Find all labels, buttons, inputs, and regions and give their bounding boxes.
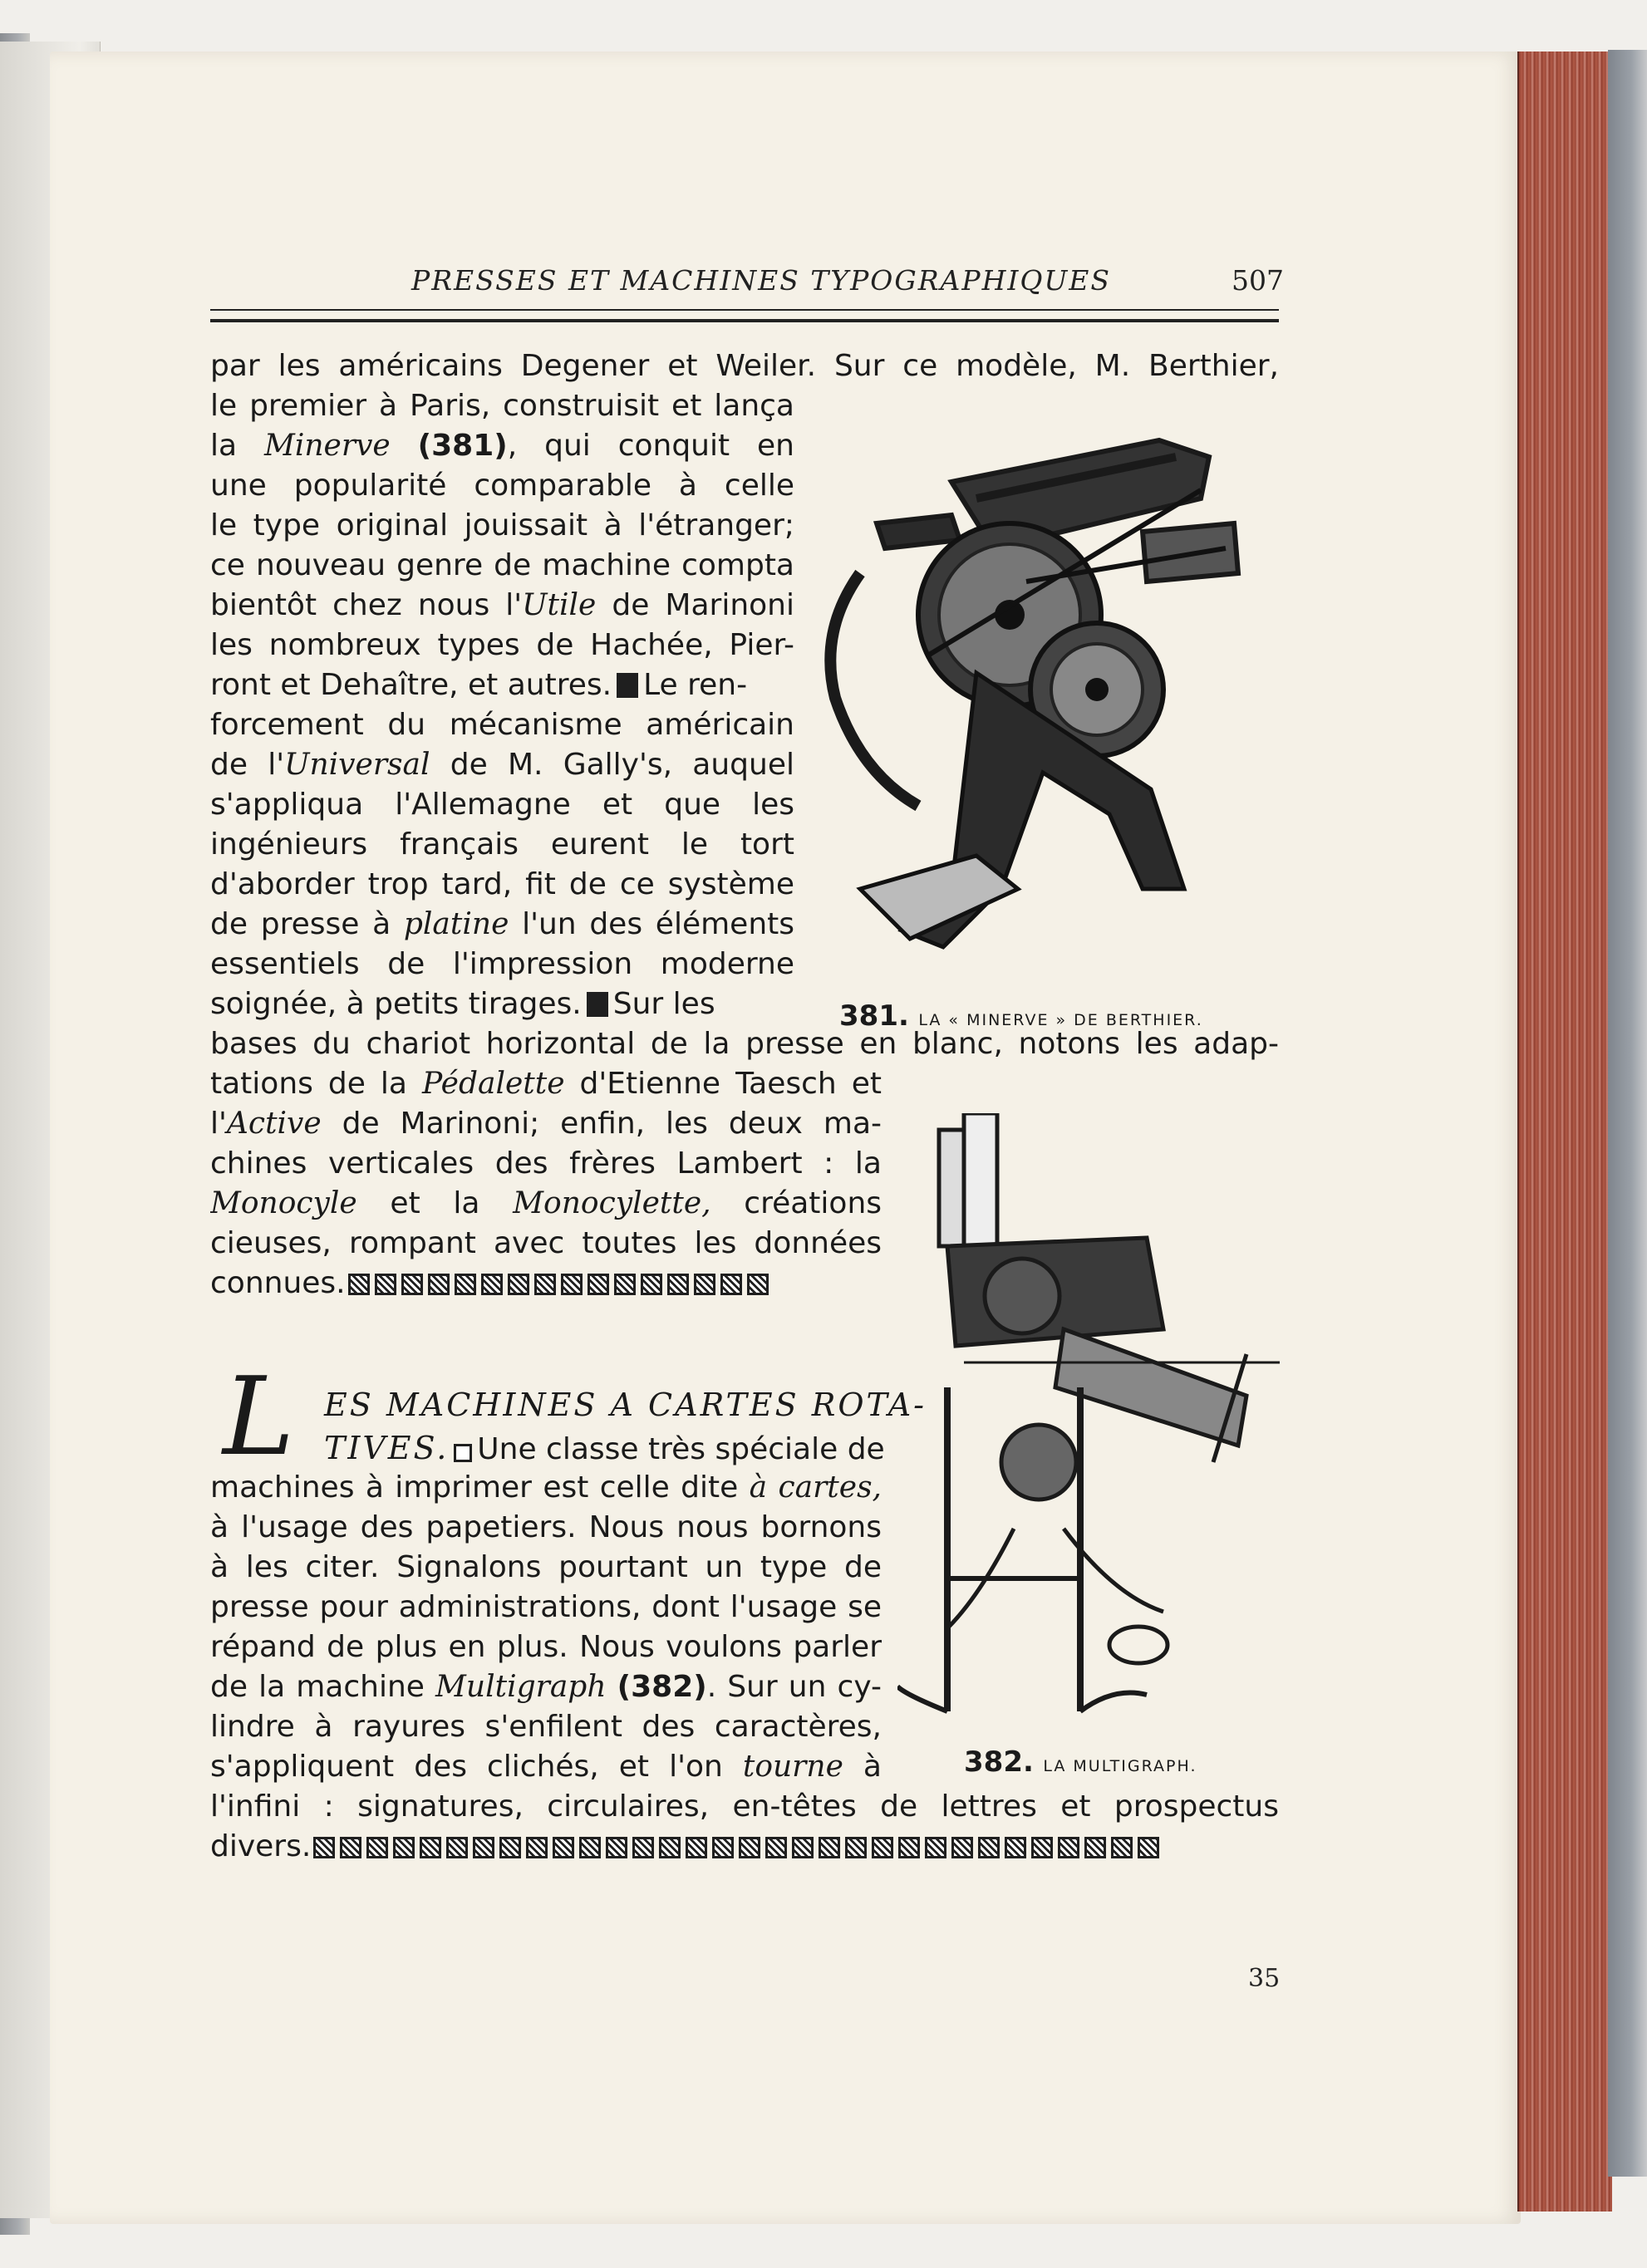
text-line: répand de plus en plus. Nous voulons parler: [210, 1630, 882, 1664]
figure-381-caption: 381. LA « MINERVE » DE BERTHIER.: [839, 999, 1203, 1033]
text-line: ce nouveau genre de machine compta: [210, 548, 794, 582]
text-line: de l'Universal de M. Gally's, auquel: [210, 748, 794, 782]
figure-ref: (382): [617, 1670, 707, 1704]
text-line: une popularité comparable à celle: [210, 469, 794, 503]
work-title: Monocylette,: [513, 1186, 711, 1220]
text-line: les nombreux types de Hachée, Pier-: [210, 628, 794, 662]
text-line: ingénieurs français eurent le tort: [210, 827, 794, 862]
text-line: le premier à Paris, construisit et lança: [210, 389, 794, 423]
work-title: Minerve: [264, 429, 391, 463]
text-line: tations de la Pédalette d'Etienne Taesch et: [210, 1067, 882, 1101]
folio-number: 35: [1248, 1964, 1281, 1993]
text-line: machines à imprimer est celle dite à cartes,: [210, 1470, 882, 1505]
figure-382-caption: 382. LA MULTIGRAPH.: [964, 1745, 1197, 1779]
work-title: Pédalette: [422, 1067, 565, 1101]
figure-ref: (381): [417, 429, 508, 463]
page-edges-red: [1517, 52, 1612, 2212]
text-line: de la machine Multigraph (382). Sur un cy-: [210, 1670, 882, 1704]
text-line: forcement du mécanisme américain: [210, 708, 794, 742]
work-title: à cartes,: [749, 1470, 882, 1505]
ornament-row: [311, 1829, 1162, 1863]
text-line: divers.: [210, 1828, 1279, 1866]
text-line: de presse à platine l'un des éléments: [210, 907, 794, 941]
text-line: s'appliqua l'Allemagne et que les: [210, 788, 794, 822]
figure-381-minerve-press-illustration: [810, 424, 1280, 972]
ornament-icon: [587, 992, 608, 1017]
running-title: PRESSES ET MACHINES TYPOGRAPHIQUES: [411, 264, 1111, 297]
text-line: la Minerve (381), qui conquit en: [210, 429, 794, 463]
ornament-icon: [617, 673, 638, 698]
text-line: connues.: [210, 1264, 882, 1303]
text-line: TIVES. Une classe très spéciale de: [324, 1430, 885, 1466]
text-line: presse pour administrations, dont l'usage se: [210, 1590, 882, 1624]
work-title: Utile: [522, 588, 597, 622]
text-line: l'infini : signatures, circulaires, en-têtes de lettres et prospectus: [210, 1789, 1279, 1824]
work-title: platine: [403, 907, 509, 941]
text-line: à l'usage des papetiers. Nous nous bornons: [210, 1510, 882, 1544]
work-title: tourne: [742, 1750, 843, 1784]
section-heading: TIVES.: [324, 1430, 450, 1466]
text-line: s'appliquent des clichés, et l'on tourne à: [210, 1750, 882, 1784]
work-title: Universal: [284, 748, 430, 782]
work-title: Multigraph: [435, 1670, 607, 1704]
text-line: cieuses, rompant avec toutes les données: [210, 1226, 882, 1260]
header-rule-thick: [210, 319, 1279, 322]
text-line: l'Active de Marinoni; enfin, les deux ma-: [210, 1107, 882, 1141]
header-rule-thin: [210, 309, 1279, 311]
work-title: Active: [226, 1107, 322, 1141]
text-line: bases du chariot horizontal de la presse en blanc, notons les adap-: [210, 1027, 1279, 1061]
ornament-icon: [454, 1444, 472, 1462]
text-line: à les citer. Signalons pourtant un type de: [210, 1550, 882, 1584]
text-line: d'aborder trop tard, fit de ce système: [210, 867, 794, 901]
section-heading: ES MACHINES A CARTES ROTA-: [324, 1387, 927, 1423]
text-line: par les américains Degener et Weiler. Sur ce modèle, M. Berthier,: [210, 349, 1279, 383]
text-line: chines verticales des frères Lambert : la: [210, 1146, 882, 1181]
text-line: essentiels de l'impression moderne: [210, 947, 794, 981]
page-number: 507: [1232, 264, 1284, 297]
drop-cap: L: [223, 1353, 295, 1480]
ornament-row: [346, 1266, 771, 1300]
text-line: lindre à rayures s'enfilent des caractères,: [210, 1710, 882, 1744]
text-line: ront et Dehaître, et autres. Le ren-: [210, 668, 748, 702]
text-line: soignée, à petits tirages. Sur les: [210, 987, 715, 1021]
figure-382-multigraph-illustration: [897, 1113, 1280, 1728]
text-line: le type original jouissait à l'étranger;: [210, 508, 794, 542]
book-cover-right: [1608, 50, 1647, 2177]
work-title: Monocyle: [210, 1186, 357, 1220]
text-line: bientôt chez nous l'Utile de Marinoni: [210, 588, 794, 622]
text-line: Monocyle et la Monocylette, créations: [210, 1186, 882, 1220]
